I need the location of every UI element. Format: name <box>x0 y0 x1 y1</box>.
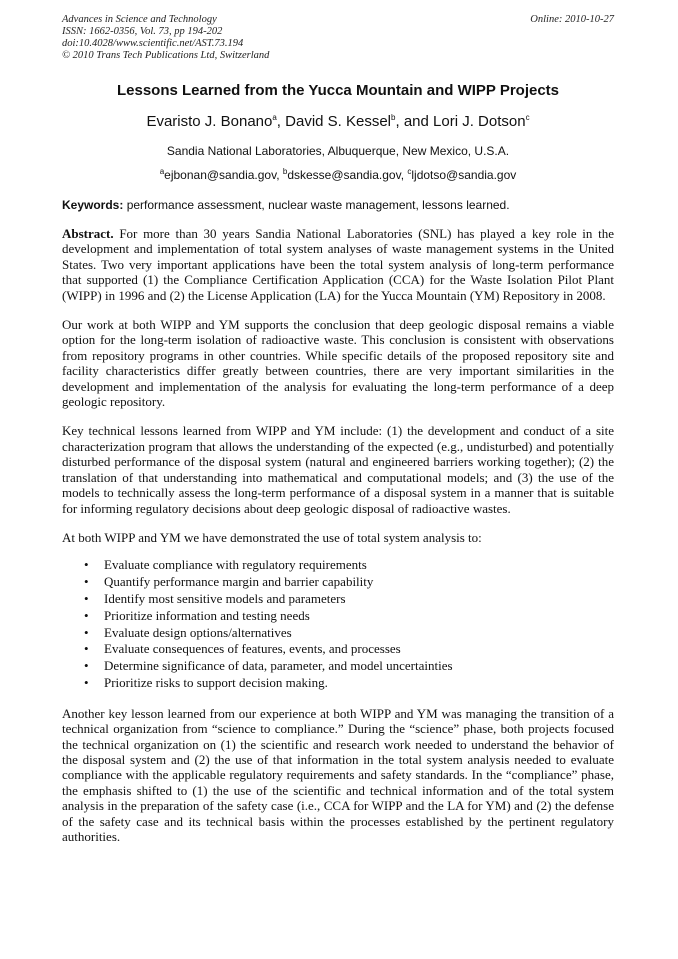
affiliation: Sandia National Laboratories, Albuquerque, New Mexico, U.S.A. <box>166 144 510 158</box>
email-address: ejbonan@sandia.gov <box>164 168 277 182</box>
bullet-item: • Prioritize risks to support decision making. <box>62 675 614 692</box>
email-superscript: c <box>407 167 412 176</box>
author-superscript: c <box>525 113 530 122</box>
online-date: Online: 2010-10-27 <box>530 14 614 25</box>
bullet-item: • Evaluate design options/alternatives <box>62 625 614 642</box>
journal-name: Advances in Science and Technology <box>62 14 217 25</box>
bullet-item: • Quantify performance margin and barrier capability <box>62 574 614 591</box>
email-address: ljdotso@sandia.gov <box>411 168 517 182</box>
copyright-line: © 2010 Trans Tech Publications Ltd, Switzerland <box>62 50 270 61</box>
email-list: $^a$ejbonan@sandia.gov, $^b$dskesse@sandia.gov, $^c$ljdotso@sandia.gov <box>159 167 517 182</box>
author-superscript: a <box>272 113 277 122</box>
abstract-text: For more than 30 years Sandia National Laboratories (SNL) has played a key role in the development and implementation of total system analyses of waste management systems in the United States. Two very important applications have been the total system analysis of long-term performance that supported (1) the Compliance Certification Application (CCA) for the Waste Isolation Pilot Plant (WIPP) in 1996 and (2) the License Application (LA) for the Yucca Mountain (YM) Repository in 2008. <box>62 226 614 303</box>
bullet-list <box>62 557 614 691</box>
paper-page <box>62 14 614 844</box>
bullet-item: • Evaluate compliance with regulatory requirements <box>62 557 614 574</box>
issn-line: ISSN: 1662-0356, Vol. 73, pp 194-202 <box>62 26 223 37</box>
author-list: Evaristo J. Bonano$^a$, David S. Kessel$^b$, and Lori J. Dotson$^c$ <box>146 113 530 130</box>
email-superscript: b <box>282 167 288 176</box>
email-address: dskesse@sandia.gov <box>287 168 401 182</box>
author-name: Lori J. Dotson <box>433 113 526 130</box>
closing-paragraph: Another key lesson learned from our experience at both WIPP and YM was managing the transition of a technical organization from “science to compliance.” During the “science” phase, both projects focused the technical organization on (1) the scientific and research work needed to understand the behavior of the disposal system and (2) the use of that information in the total system analysis needed to evaluate compliance with the applicable regulatory requirements and safety standards. In the “compliance” phase, the emphasis shifted to (1) the use of the scientific and technical information and of the total system analysis in the preparation of the safety case (i.e., CCA for WIPP and the LA for YM) and (2) the defense of the safety case and its technical basis within the processes established by the pertinent regulatory authorities. <box>62 705 614 844</box>
author-name: Evaristo J. Bonano <box>146 113 273 130</box>
body-paragraph: At both WIPP and YM we have demonstrated the use of total system analysis to: <box>62 529 482 545</box>
email-superscript: a <box>159 167 165 176</box>
body-paragraph: Key technical lessons learned from WIPP and YM include: (1) the development and conduct of a site characterization program that allows the understanding of the expected (e.g., undisturbed) and potentially disturbed performance of the disposal system (natural and engineered barriers working together); (2) the translation of that understanding into mathematical and computational models; and (3) the use of the models to technically assess the long-term performance of a disposal system in a manner that is suitable for informing regulatory decisions about deep geologic disposal of radioactive wastes. <box>62 423 614 516</box>
author-superscript: b <box>391 113 396 122</box>
bullet-item: • Identify most sensitive models and parameters <box>62 591 614 608</box>
keywords-text: performance assessment, nuclear waste management, lessons learned. <box>123 198 510 212</box>
author-name: David S. Kessel <box>285 113 392 130</box>
abstract-label: Abstract. <box>62 226 114 241</box>
abstract-paragraph <box>62 226 614 303</box>
bullet-item: • Prioritize information and testing needs <box>62 608 614 625</box>
doi-line: doi:10.4028/www.scientific.net/AST.73.194 <box>62 38 244 49</box>
bullet-item: • Evaluate consequences of features, events, and processes <box>62 641 614 658</box>
keywords-label: Keywords: <box>62 198 124 212</box>
publication-header <box>62 14 614 62</box>
paper-title: Lessons Learned from the Yucca Mountain and WIPP Projects <box>116 82 560 99</box>
keywords <box>62 198 614 212</box>
body-paragraph: Our work at both WIPP and YM supports the conclusion that deep geologic disposal remains a viable option for the long-term isolation of radioactive waste. This conclusion is consistent with observations from repository programs in other countries. While specific details of the proposed repository site and facility characteristics differ greatly between countries, there are very important similarities in the development and implementation of the analysis for evaluating the long-term performance of a deep geologic repository. <box>62 317 614 410</box>
bullet-item: • Determine significance of data, parameter, and model uncertainties <box>62 658 614 675</box>
